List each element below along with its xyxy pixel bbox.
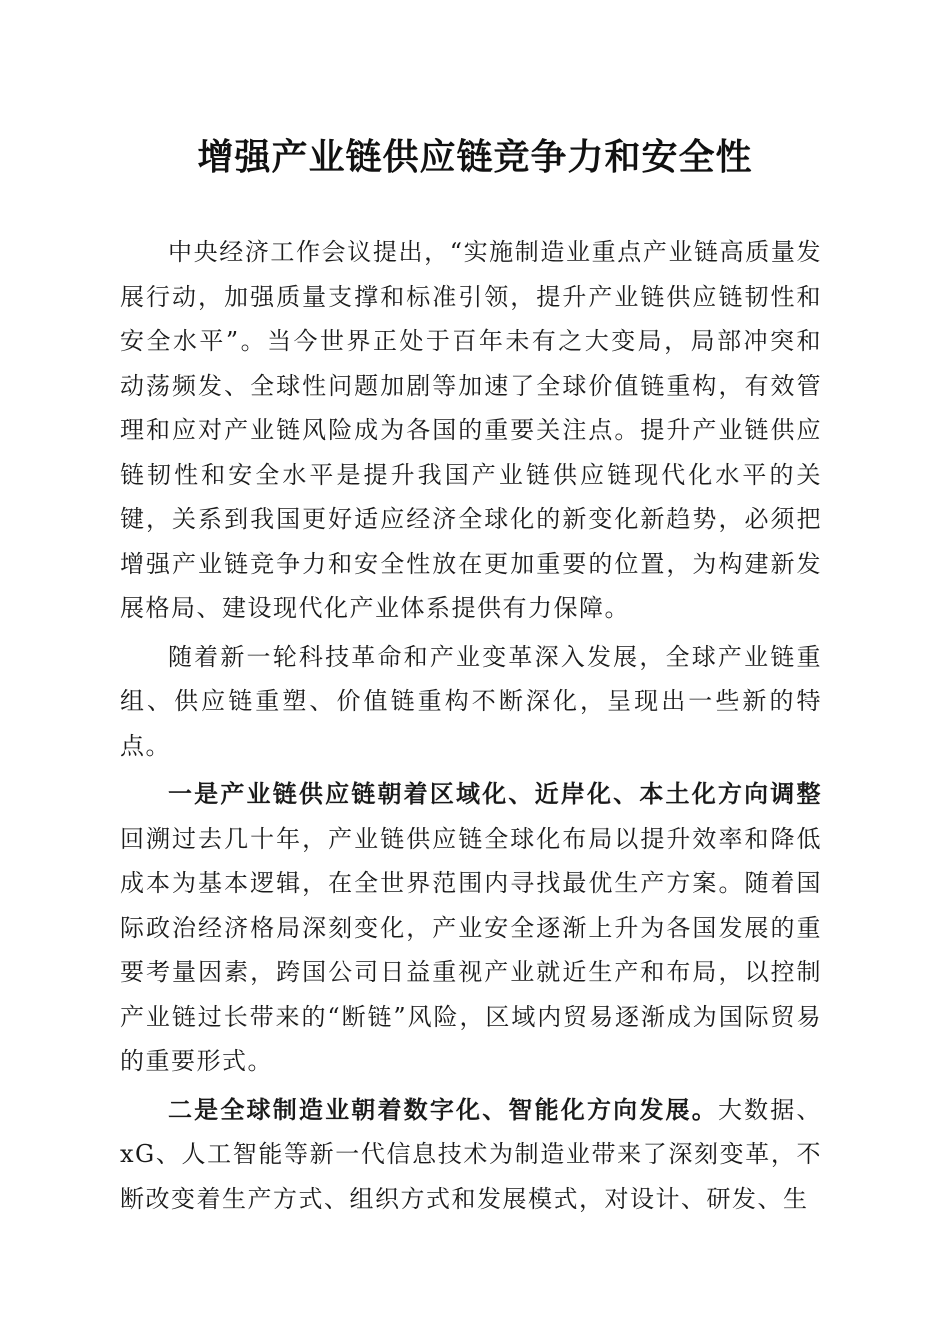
paragraph-text: 回溯过去几十年，产业链供应链全球化布局以提升效率和降低成本为基本逻辑，在全世界范围内寻找最优生产方案。随着国际政治经济格局深刻变化，产业安全逐渐上升为各国发展的重要考量因素，跨国公司日益重视产业就近生产和布局，以控制产业链过长带来的“断链”风险，区域内贸易逐渐成为国际贸易的重要形式。 bbox=[120, 824, 822, 1075]
point-two-heading: 二是全球制造业朝着数字化、智能化方向发展。 bbox=[168, 1094, 718, 1124]
document-body bbox=[120, 230, 822, 1225]
paragraph-text: 中央经济工作会议提出，“实施制造业重点产业链高质量发展行动，加强质量支撑和标准引领，提升产业链供应链韧性和安全水平”。当今世界正处于百年未有之大变局，局部冲突和动荡频发、全球性问题加剧等加速了全球价值链重构，有效管理和应对产业链风险成为各国的重要关注点。提升产业链供应链韧性和安全水平是提升我国产业链供应链现代化水平的关键，关系到我国更好适应经济全球化的新变化新趋势，必须把增强产业链竞争力和安全性放在更加重要的位置，为构建新发展格局、建设现代化产业体系提供有力保障。 bbox=[120, 238, 822, 622]
paragraph-text: 大数据、xG、人工智能等新一代信息技术为制造业带来了深刻变革，不断改变着生产方式、组织方式和发展模式，对设计、研发、生 bbox=[120, 1095, 822, 1213]
paragraph-point-one bbox=[120, 772, 822, 1084]
point-one-heading: 一是产业链供应链朝着区域化、近岸化、本土化方向调整 bbox=[168, 779, 822, 808]
document-title: 增强产业链供应链竞争力和安全性 bbox=[197, 136, 753, 178]
paragraph-trends bbox=[120, 635, 822, 769]
paragraph-point-two bbox=[120, 1088, 822, 1222]
paragraph-text: 随着新一轮科技革命和产业变革深入发展，全球产业链重组、供应链重塑、价值链重构不断深化，呈现出一些新的特点。 bbox=[120, 642, 822, 760]
paragraph-intro bbox=[120, 230, 822, 631]
